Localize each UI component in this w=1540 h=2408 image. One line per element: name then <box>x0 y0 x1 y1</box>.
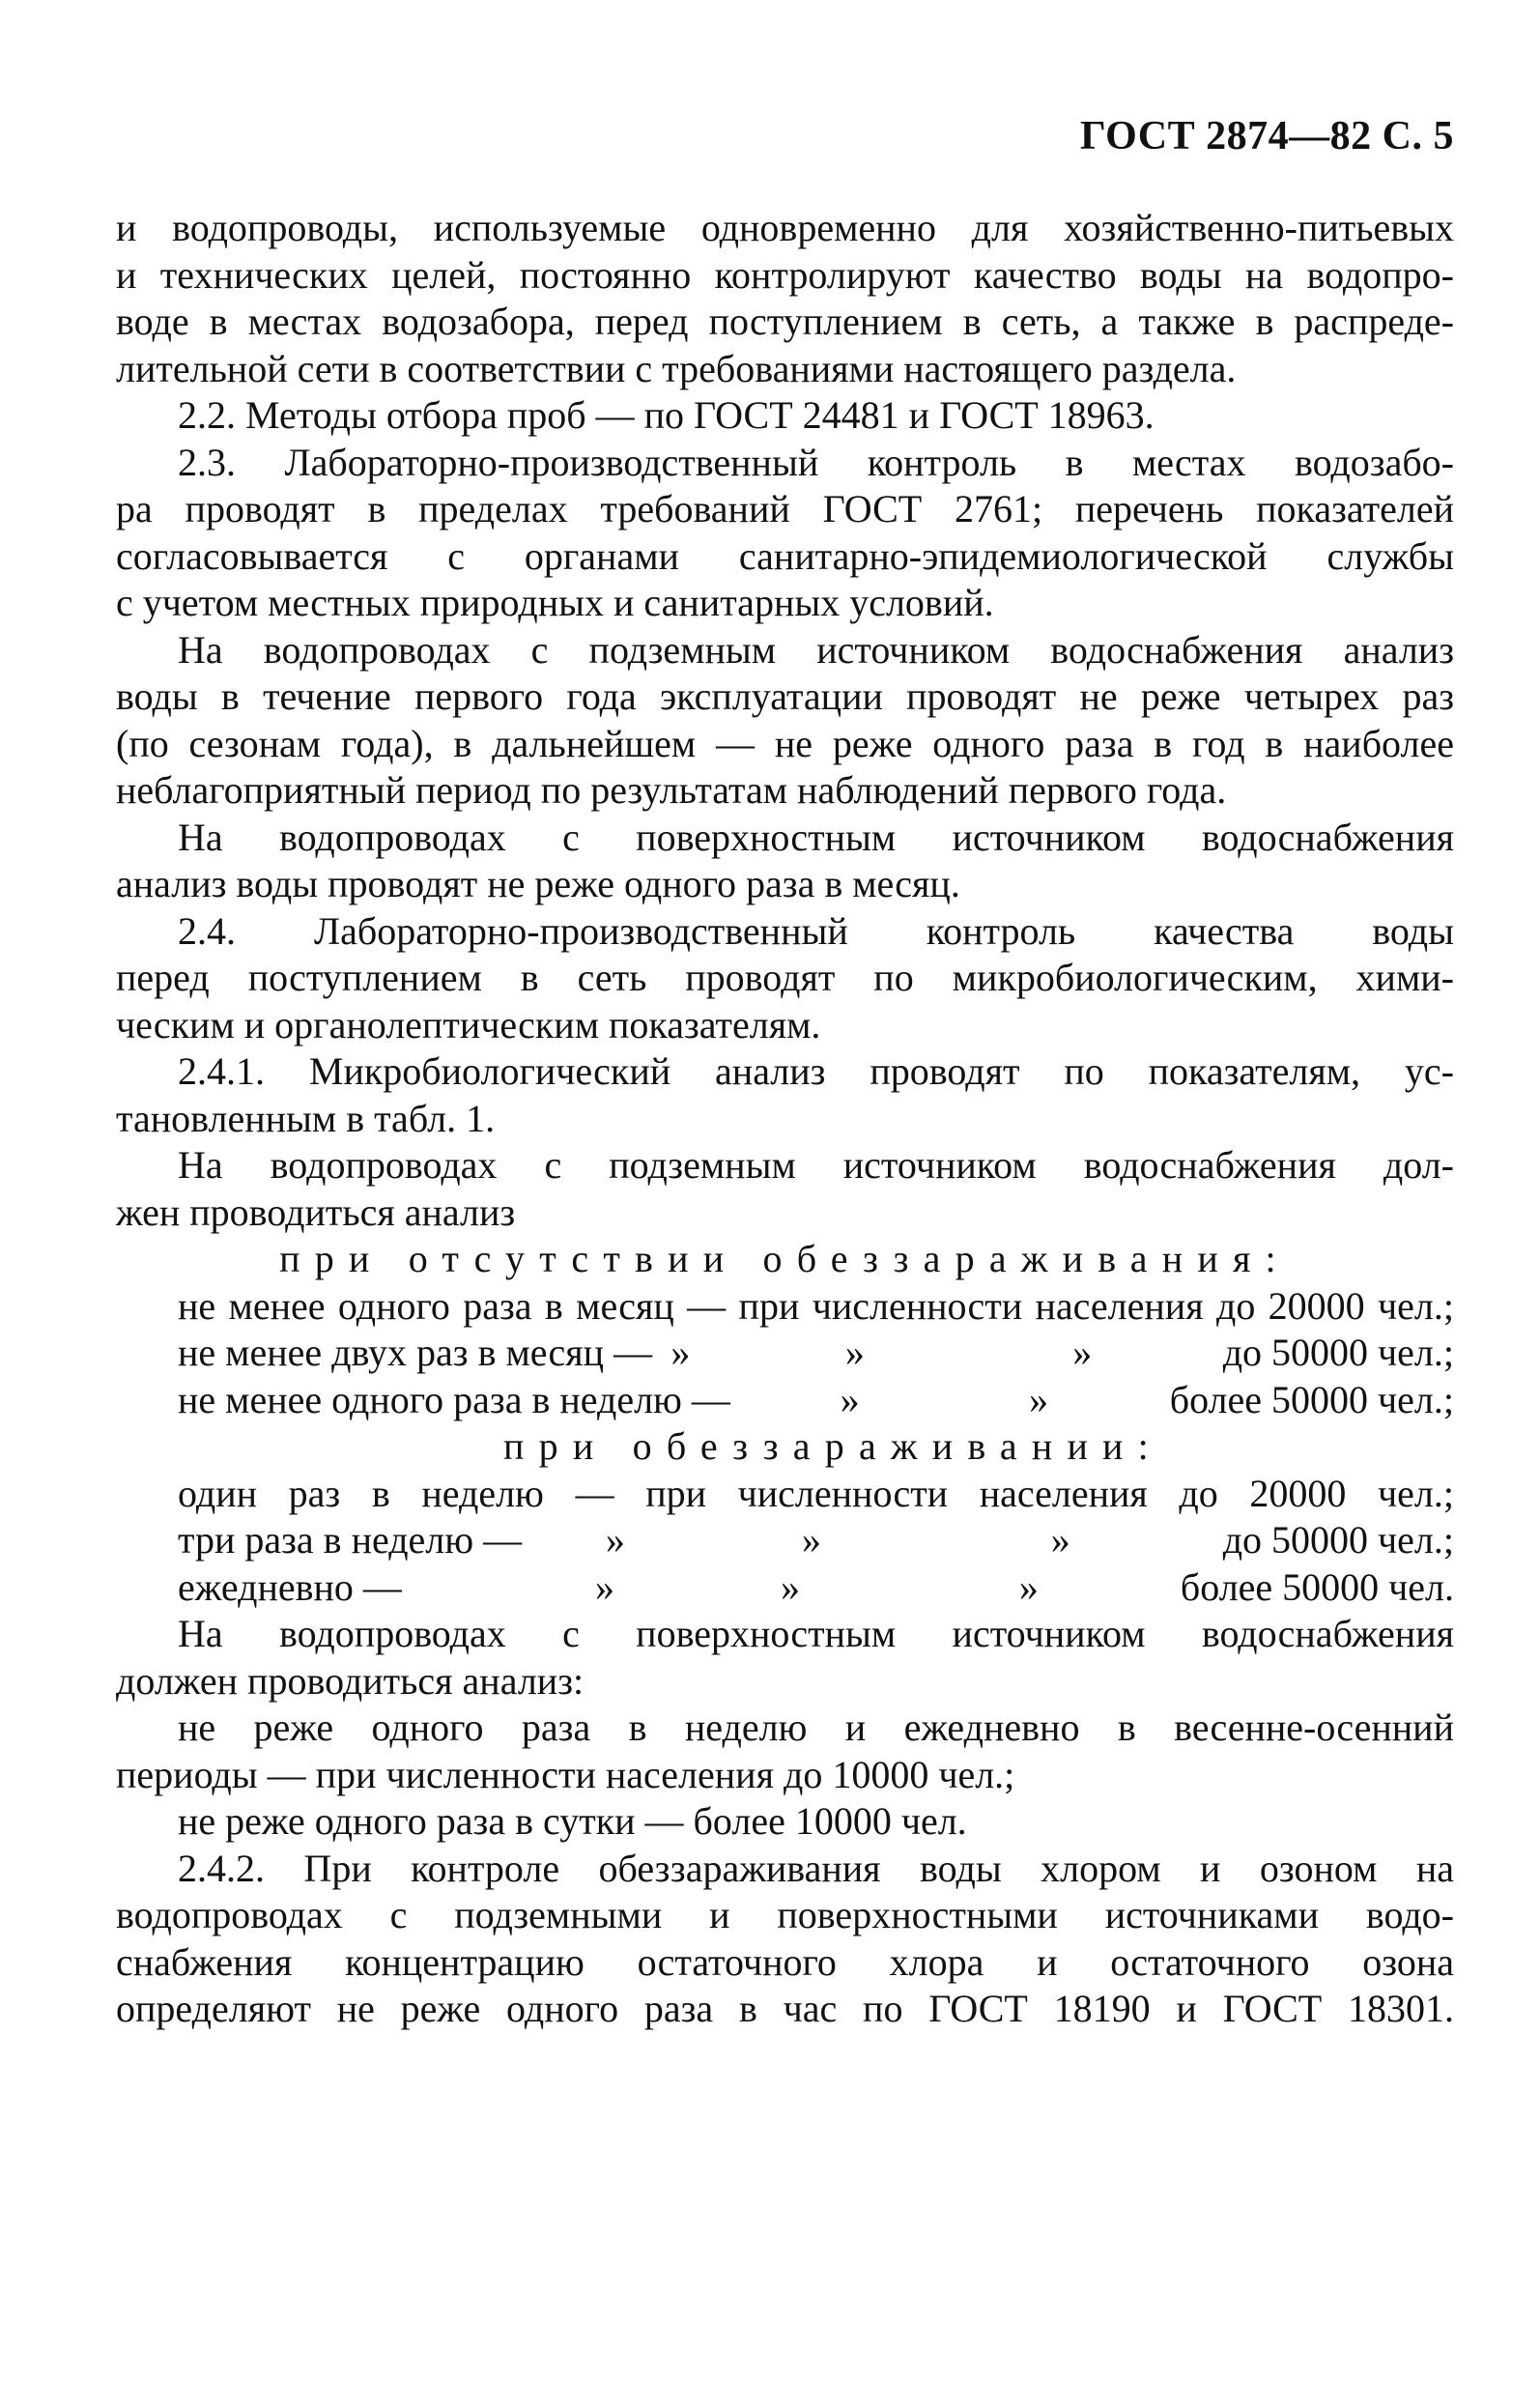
schedule-row <box>116 1517 1454 1564</box>
text-line: тановленным в табл. 1. <box>116 1096 496 1140</box>
ditto-mark: » <box>844 1331 865 1374</box>
text-line: согласовывается с органами санитарно-эпидемиологической службы <box>116 533 1454 578</box>
text-line: и технических целей, постоянно контролируют качество воды на водопро- <box>116 252 1454 297</box>
text-line: анализ воды проводят не реже одного раза в месяц. <box>116 862 960 905</box>
text-line: определяют не реже одного раза в час по ГОСТ 18190 и ГОСТ 18301. <box>116 1987 1454 2030</box>
ditto-mark: » <box>780 1564 800 1609</box>
text-line: водопроводах с подземными и поверхностными источниками водо- <box>116 1893 1454 1936</box>
text-line: На водопроводах с подземным источником водоснабжения анализ <box>178 627 1454 672</box>
text-line: не менее одного раза в месяц — при численности населения до 20000 чел.; <box>178 1283 1454 1328</box>
schedule-label: три раза в неделю — <box>178 1518 523 1562</box>
text-line: 2.4. Лабораторно-производственный контроль качества воды <box>178 908 1454 953</box>
ditto-mark: » <box>1050 1518 1070 1562</box>
text-line: периоды — при численности населения до 10000 чел.; <box>116 1752 1015 1796</box>
schedule-value: до 50000 чел.; <box>1222 1518 1454 1562</box>
text-line: с учетом местных природных и санитарных условий. <box>116 581 994 624</box>
ditto-mark: » <box>840 1377 860 1421</box>
schedule-row <box>116 1564 1454 1612</box>
ditto-mark: » <box>1029 1377 1049 1421</box>
schedule-label: не менее одного раза в неделю — <box>178 1377 730 1421</box>
text-line: не реже одного раза в неделю и ежедневно в весенне-осенний <box>178 1706 1454 1749</box>
schedule-value: до 50000 чел.; <box>1222 1331 1454 1374</box>
text-line: ра проводят в пределах требований ГОСТ 2761; перечень показателей <box>116 487 1454 530</box>
text-line: неблагоприятный период по результатам наблюдений первого года. <box>116 768 1227 812</box>
ditto-mark: » <box>594 1564 614 1609</box>
text-line: жен проводиться анализ <box>116 1190 516 1234</box>
text-line: перед поступлением в сеть проводят по микробиологическим, хими- <box>116 956 1454 999</box>
schedule-value: более 50000 чел.; <box>1169 1377 1454 1421</box>
text-line: (по сезонам года), в дальнейшем — не реже одного раза в год в наиболее <box>116 721 1454 765</box>
text-line: лительной сети в соответствии с требованиями настоящего раздела. <box>116 346 1237 390</box>
ditto-mark: » <box>1018 1564 1039 1609</box>
text-line: На водопроводах с подземным источником водоснабжения дол- <box>178 1143 1454 1187</box>
text-line: должен проводиться анализ: <box>116 1658 585 1703</box>
text-line: 2.4.2. При контроле обеззараживания воды хлором и озоном на <box>178 1846 1454 1890</box>
schedule-row <box>116 1377 1454 1424</box>
text-line: снабжения концентрацию остаточного хлора и остаточного озона <box>116 1939 1454 1984</box>
subheading-disinfection: при обеззараживании: <box>503 1424 1163 1468</box>
schedule-label: не менее двух раз в месяц — <box>178 1331 653 1374</box>
text-line: воде в местах водозабора, перед поступлением в сеть, а также в распреде- <box>116 300 1454 343</box>
text-line: не реже одного раза в сутки — более 10000 чел. <box>178 1799 967 1843</box>
text-line: один раз в неделю — при численности населения до 20000 чел.; <box>178 1471 1454 1515</box>
page-header: ГОСТ 2874—82 С. 5 <box>1079 114 1454 158</box>
text-line: 2.4.1. Микробиологический анализ проводят по показателям, ус- <box>178 1049 1454 1093</box>
document-page <box>116 116 1454 2033</box>
ditto-mark: » <box>801 1518 821 1562</box>
text-line: 2.3. Лабораторно-производственный контроль в местах водозабо- <box>178 440 1454 484</box>
text-line: и водопроводы, используемые одновременно для хозяйственно-питьевых <box>116 206 1454 249</box>
ditto-mark: » <box>605 1518 625 1562</box>
ditto-mark: » <box>1072 1331 1093 1374</box>
schedule-label: ежедневно — <box>178 1564 402 1609</box>
text-line: воды в течение первого года эксплуатации проводят не реже четырех раз <box>116 674 1454 718</box>
schedule-row <box>116 1330 1454 1377</box>
text-line: На водопроводах с поверхностным источником водоснабжения <box>178 815 1454 859</box>
text-line: На водопроводах с поверхностным источником водоснабжения <box>178 1612 1454 1655</box>
ditto-mark: » <box>670 1331 691 1374</box>
subheading-no-disinfection: при отсутствии обеззараживания: <box>279 1237 1291 1280</box>
text-line: ческим и органолептическим показателям. <box>116 1002 821 1046</box>
text-line: 2.2. Методы отбора проб — по ГОСТ 24481 и ГОСТ 18963. <box>178 393 1155 437</box>
schedule-value: более 50000 чел. <box>1180 1564 1454 1609</box>
